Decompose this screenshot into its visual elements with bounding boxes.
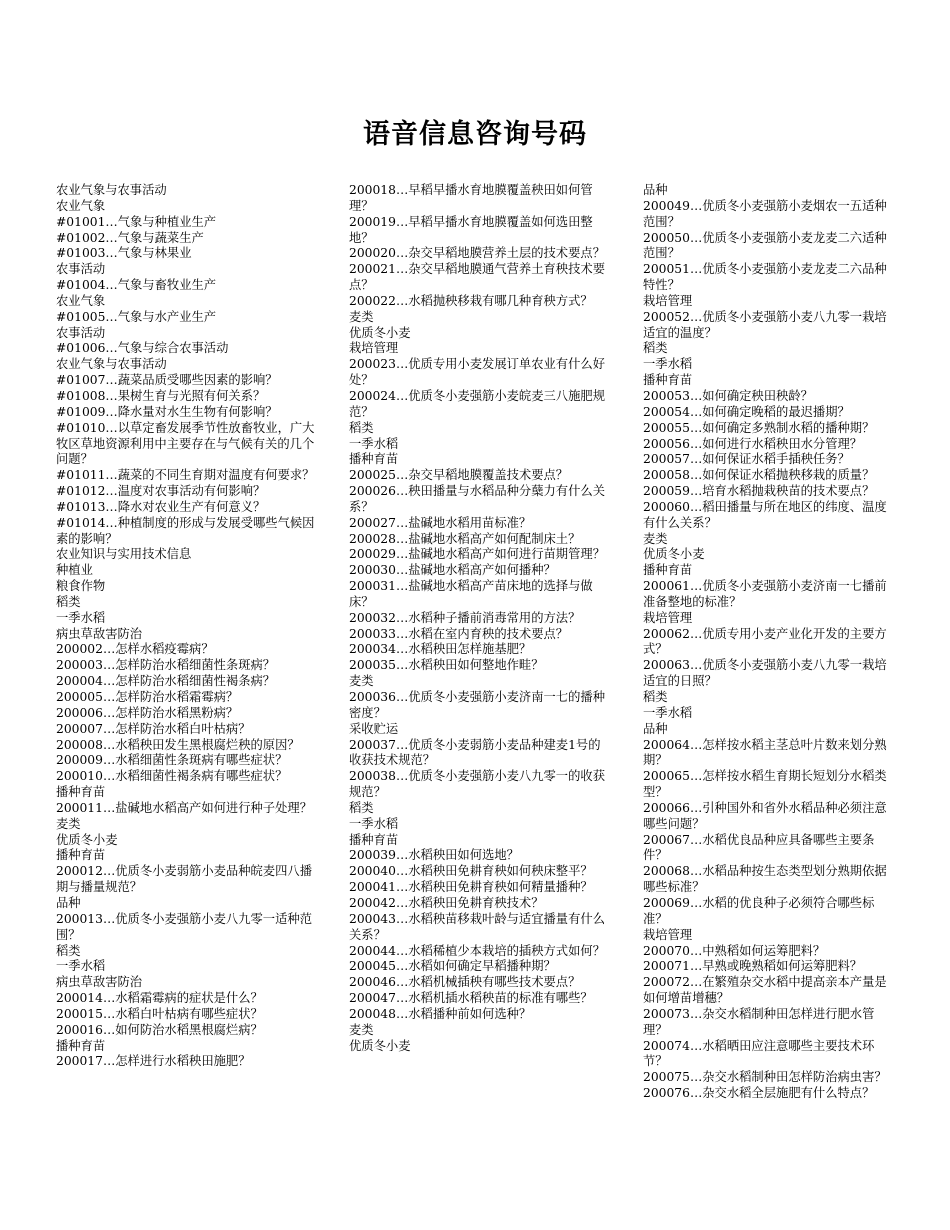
list-item: 品种 xyxy=(643,183,668,197)
list-item: 200051…优质冬小麦强筋小麦龙麦二六品种特性？ xyxy=(643,262,887,293)
list-item: 农业气象与农事活动 xyxy=(56,357,167,372)
list-item: 稻类 xyxy=(643,690,668,704)
list-item: 200029…盐碱地水稻高产如何进行苗期管理？ xyxy=(349,547,605,562)
list-item: 一季水稻 xyxy=(349,816,399,831)
list-item: 栽培管理 xyxy=(349,341,399,356)
list-item: #01011…蔬菜的不同生育期对温度有何要求？ xyxy=(56,468,315,483)
list-item: 200059…培育水稻抛栽秧苗的技术要点？ xyxy=(643,484,875,499)
list-item: 200069…水稻的优良种子必须符合哪些标准？ xyxy=(643,895,875,926)
list-item: 200073…杂交水稻制种田怎样进行肥水管理？ xyxy=(643,1006,875,1037)
list-item: 播种育苗 xyxy=(349,832,399,847)
list-item: 播种育苗 xyxy=(56,1038,106,1053)
list-item: 200042…水稻秧田免耕育秧技术？ xyxy=(349,895,544,910)
list-item: 200072…在繁殖杂交水稻中提高亲本产量是如何增苗增穗？ xyxy=(643,975,887,1006)
list-item: 一季水稻 xyxy=(643,357,693,372)
list-item: 200032…水稻种子播前消毒常用的方法？ xyxy=(349,610,581,625)
list-item: 优质冬小麦 xyxy=(349,1038,411,1053)
list-item: 200055…如何确定多熟制水稻的播种期？ xyxy=(643,420,875,435)
list-item: 栽培管理 xyxy=(643,610,693,625)
list-item: 粮食作物 xyxy=(56,579,106,594)
list-item: 200039…水稻秧田如何选地？ xyxy=(349,848,519,863)
column-2 xyxy=(349,183,607,1054)
list-item: 200012…优质冬小麦弱筋小麦品种皖麦四八播期与播量规范？ xyxy=(56,864,312,895)
list-item: 200054…如何确定晚稻的最迟播期？ xyxy=(643,404,850,419)
list-item: 麦类 xyxy=(349,1022,374,1037)
list-item: 200067…水稻优良品种应具备哪些主要条件？ xyxy=(643,832,875,863)
list-item: #01007…蔬菜品质受哪些因素的影响？ xyxy=(56,373,278,388)
list-item: 200041…水稻秧田免耕育秧如何精量播种？ xyxy=(349,880,593,895)
list-item: 一季水稻 xyxy=(643,705,693,720)
list-item: 麦类 xyxy=(349,674,374,689)
list-item: 优质冬小麦 xyxy=(56,832,118,847)
list-item: 200035…水稻秧田如何整地作畦？ xyxy=(349,658,544,673)
list-item: 一季水稻 xyxy=(56,610,106,625)
list-item: 200014…水稻霜霉病的症状是什么？ xyxy=(56,991,263,1006)
list-item: 200062…优质专用小麦产业化开发的主要方式？ xyxy=(643,626,887,657)
list-item: 200021…杂交早稻地膜通气营养土育秧技术要点？ xyxy=(349,262,605,293)
list-item: 播种育苗 xyxy=(56,785,106,800)
list-item: 200057…如何保证水稻手插秧任务？ xyxy=(643,452,850,467)
list-item: 200027…盐碱地水稻用苗标准？ xyxy=(349,515,532,530)
list-item: 200053…如何确定秧田秧龄？ xyxy=(643,388,813,403)
list-item: 200058…如何保证水稻抛秧移栽的质量？ xyxy=(643,468,875,483)
list-item: 200048…水稻播种前如何选种？ xyxy=(349,1006,532,1021)
list-item: 200061…优质冬小麦强筋小麦济南一七播前准备整地的标准？ xyxy=(643,579,887,609)
list-item: 200008…水稻秧田发生黑根腐烂秧的原因？ xyxy=(56,737,300,752)
page-title: 语音信息咨询号码 xyxy=(363,119,587,150)
list-item: #01008…果树生育与光照有何关系？ xyxy=(56,388,266,403)
column-1 xyxy=(56,183,324,1070)
list-item: 品种 xyxy=(643,721,668,736)
list-item: 一季水稻 xyxy=(56,959,106,974)
list-item: 200052…优质冬小麦强筋小麦八九零一栽培适宜的温度？ xyxy=(643,309,887,340)
list-item: 播种育苗 xyxy=(349,452,399,467)
list-item: 200045…水稻如何确定早稻播种期？ xyxy=(349,959,556,974)
list-item: 200015…水稻白叶枯病有哪些症状？ xyxy=(56,1006,263,1021)
list-item: 200020…杂交早稻地膜营养土层的技术要点？ xyxy=(349,246,605,261)
list-item: 稻类 xyxy=(349,420,374,435)
list-item: 200024…优质冬小麦强筋小麦皖麦三八施肥规范？ xyxy=(349,388,605,419)
list-item: 200028…盐碱地水稻高产如何配制床土？ xyxy=(349,531,581,546)
list-item: 200006…怎样防治水稻黑粉病？ xyxy=(56,705,239,720)
list-item: #01013…降水对农业生产有何意义？ xyxy=(56,499,266,514)
list-item: 200060…稻田播量与所在地区的纬度、温度有什么关系？ xyxy=(643,499,887,530)
list-item: #01014…种植制度的形成与发展受哪些气候因素的影响？ xyxy=(56,515,315,546)
list-item: 种植业 xyxy=(56,563,93,578)
list-item: #01009…降水量对水生生物有何影响？ xyxy=(56,404,278,419)
list-item: #01006…气象与综合农事活动 xyxy=(56,341,229,356)
list-item: 200036…优质冬小麦强筋小麦济南一七的播种密度？ xyxy=(349,690,605,720)
list-item: 200068…水稻品种按生态类型划分熟期依据哪些标准？ xyxy=(643,864,887,895)
list-item: 200074…水稻晒田应注意哪些主要技术环节？ xyxy=(643,1038,875,1069)
list-item: 农业气象 xyxy=(56,198,106,213)
list-item: 200038…优质冬小麦强筋小麦八九零一的收获规范？ xyxy=(349,769,605,800)
list-item: 病虫草敌害防治 xyxy=(56,975,143,990)
list-item: 200002…怎样水稻疫霉病？ xyxy=(56,642,214,657)
list-item: #01004…气象与畜牧业生产 xyxy=(56,278,217,293)
list-item: 农事活动 xyxy=(56,325,106,340)
list-item: 农业气象 xyxy=(56,293,106,308)
list-item: 一季水稻 xyxy=(349,436,399,451)
list-item: 200023…优质专用小麦发展订单农业有什么好处？ xyxy=(349,357,605,388)
list-item: 200056…如何进行水稻秧田水分管理？ xyxy=(643,436,863,451)
list-item: 200063…优质冬小麦强筋小麦八九零一栽培适宜的日照？ xyxy=(643,658,887,689)
list-item: 200009…水稻细菌性条斑病有哪些症状？ xyxy=(56,753,288,768)
list-item: #01012…温度对农事活动有何影响？ xyxy=(56,484,266,499)
list-item: 麦类 xyxy=(643,531,668,546)
list-item: 麦类 xyxy=(56,816,81,831)
list-item: 采收贮运 xyxy=(349,721,399,736)
list-item: 农事活动 xyxy=(56,262,106,277)
list-item: 播种育苗 xyxy=(643,563,693,578)
list-item: 200007…怎样防治水稻白叶枯病？ xyxy=(56,721,251,736)
list-item: 播种育苗 xyxy=(56,848,106,863)
list-item: 品种 xyxy=(56,895,81,910)
list-item: 病虫草敌害防治 xyxy=(56,626,143,641)
list-item: 200070…中熟稻如何运筹肥料？ xyxy=(643,943,826,958)
list-item: 200044…水稻稀植少本栽培的插秧方式如何？ xyxy=(349,943,605,958)
list-item: 200047…水稻机插水稻秧苗的标准有哪些？ xyxy=(349,991,593,1006)
column-3 xyxy=(643,183,897,1102)
list-item: 200040…水稻秧田免耕育秧如何秧床整平？ xyxy=(349,864,593,879)
list-item: 稻类 xyxy=(349,800,374,815)
list-item: 200022…水稻抛秧移栽有哪几种育秧方式？ xyxy=(349,293,593,308)
list-item: #01001…气象与种植业生产 xyxy=(56,214,217,229)
list-item: 200065…怎样按水稻生育期长短划分水稻类型？ xyxy=(643,769,887,800)
list-item: 200064…怎样按水稻主茎总叶片数来划分熟期？ xyxy=(643,737,887,768)
list-item: 200033…水稻在室内育秧的技术要点？ xyxy=(349,626,569,641)
list-item: #01010…以草定畜发展季节性放畜牧业，广大牧区草地资源利用中主要存在与气候有关的几个问题？ xyxy=(56,420,315,467)
list-item: #01003…气象与林果业 xyxy=(56,246,192,261)
list-item: 优质冬小麦 xyxy=(643,547,705,562)
list-item: 200013…优质冬小麦强筋小麦八九零一适种范围？ xyxy=(56,911,312,942)
list-item: #01005…气象与水产业生产 xyxy=(56,309,217,324)
list-item: 稻类 xyxy=(56,943,81,958)
list-item: 200034…水稻秧田怎样施基肥？ xyxy=(349,642,532,657)
list-item: 200005…怎样防治水稻霜霉病？ xyxy=(56,690,239,704)
list-item: 播种育苗 xyxy=(643,373,693,388)
list-item: 200025…杂交早稻地膜覆盖技术要点？ xyxy=(349,468,569,483)
list-item: 200010…水稻细菌性褐条病有哪些症状？ xyxy=(56,769,288,784)
list-item: 200049…优质冬小麦强筋小麦烟农一五适种范围？ xyxy=(643,198,887,229)
list-item: 200016…如何防治水稻黑根腐烂病？ xyxy=(56,1022,263,1037)
list-item: 200030…盐碱地水稻高产如何播种？ xyxy=(349,563,556,578)
list-item: 200043…水稻秧苗移栽叶龄与适宜播量有什么关系？ xyxy=(349,911,605,942)
list-item: 稻类 xyxy=(643,341,668,356)
list-item: 农业知识与实用技术信息 xyxy=(56,547,192,562)
list-item: 农业气象与农事活动 xyxy=(56,183,167,197)
list-item: 200037…优质冬小麦弱筋小麦品种建麦1号的收获技术规范？ xyxy=(349,737,601,768)
list-item: 200003…怎样防治水稻细菌性条斑病？ xyxy=(56,658,276,673)
list-item: 200076…杂交水稻全层施肥有什么特点？ xyxy=(643,1086,875,1101)
list-item: 稻类 xyxy=(56,594,81,609)
list-item: 栽培管理 xyxy=(643,927,693,942)
list-item: 200031…盐碱地水稻高产苗床地的选择与做床？ xyxy=(349,579,593,609)
list-item: #01002…气象与蔬菜生产 xyxy=(56,230,204,245)
list-item: 200050…优质冬小麦强筋小麦龙麦二六适种范围？ xyxy=(643,230,887,261)
list-item: 麦类 xyxy=(349,309,374,324)
list-item: 优质冬小麦 xyxy=(349,325,411,340)
list-item: 200019…早稻早播水育地膜覆盖如何选田整地？ xyxy=(349,214,593,245)
list-item: 200075…杂交水稻制种田怎样防治病虫害？ xyxy=(643,1070,887,1085)
list-item: 200046…水稻机械插秧有哪些技术要点？ xyxy=(349,975,581,990)
list-item: 200004…怎样防治水稻细菌性褐条病？ xyxy=(56,674,276,689)
list-item: 200066…引种国外和省外水稻品种必须注意哪些问题？ xyxy=(643,800,887,831)
list-item: 200026…秧田播量与水稻品种分蘖力有什么关系？ xyxy=(349,484,605,514)
list-item: 200017…怎样进行水稻秧田施肥？ xyxy=(56,1054,251,1069)
list-item: 栽培管理 xyxy=(643,293,693,308)
list-item: 200071…早熟或晚熟稻如何运筹肥料？ xyxy=(643,959,863,974)
list-item: 200011…盐碱地水稻高产如何进行种子处理？ xyxy=(56,800,312,815)
list-item: 200018…早稻早播水育地膜覆盖秧田如何管理？ xyxy=(349,183,593,213)
